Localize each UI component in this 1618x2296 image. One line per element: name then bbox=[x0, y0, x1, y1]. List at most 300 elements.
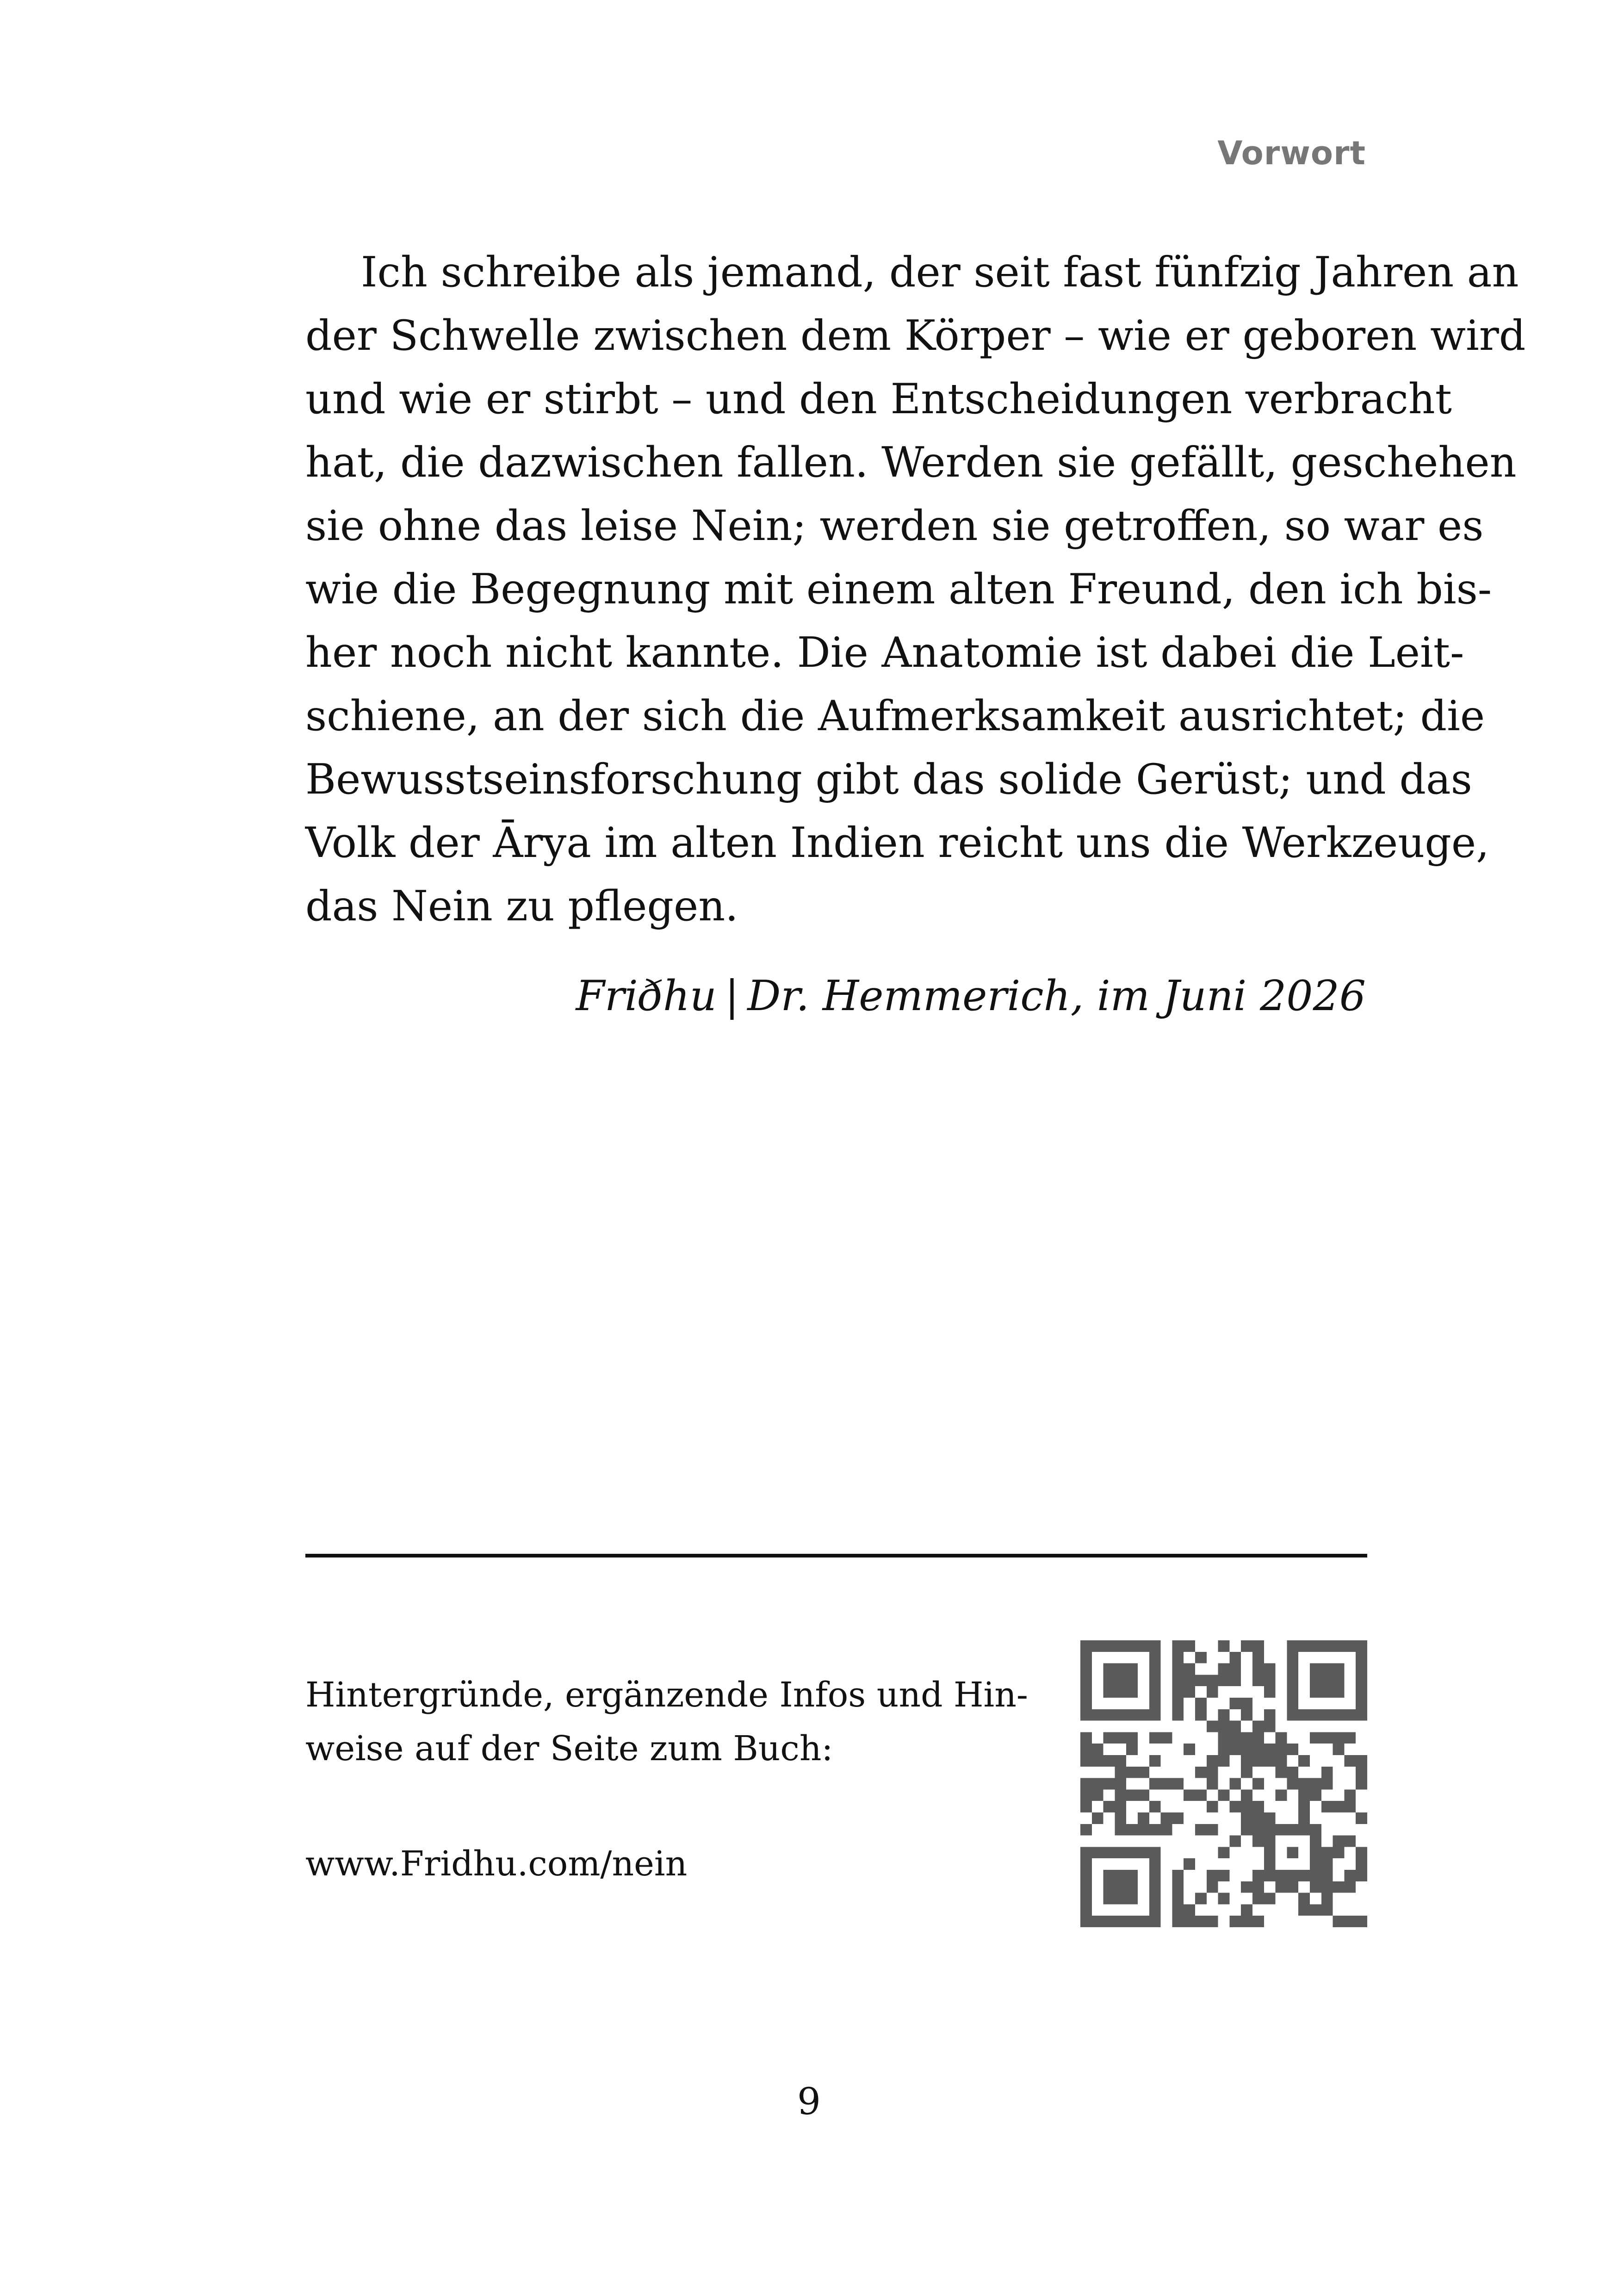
qr-module bbox=[1172, 1778, 1184, 1790]
qr-module bbox=[1149, 1824, 1161, 1836]
qr-module bbox=[1333, 1847, 1345, 1858]
qr-module bbox=[1138, 1847, 1149, 1858]
qr-module bbox=[1321, 1640, 1333, 1652]
qr-module bbox=[1184, 1904, 1195, 1916]
qr-module bbox=[1241, 1789, 1252, 1801]
qr-module bbox=[1344, 1789, 1356, 1801]
qr-module bbox=[1184, 1916, 1195, 1927]
qr-module bbox=[1195, 1709, 1207, 1721]
qr-module bbox=[1310, 1824, 1321, 1836]
qr-module bbox=[1080, 1904, 1092, 1916]
qr-module bbox=[1287, 1640, 1298, 1652]
qr-module bbox=[1115, 1767, 1126, 1778]
qr-module bbox=[1080, 1698, 1092, 1709]
qr-module bbox=[1276, 1732, 1287, 1744]
qr-module bbox=[1184, 1789, 1195, 1801]
qr-module bbox=[1115, 1916, 1126, 1927]
qr-module bbox=[1298, 1870, 1310, 1881]
qr-module bbox=[1080, 1663, 1092, 1675]
qr-module bbox=[1310, 1836, 1321, 1847]
qr-module bbox=[1252, 1801, 1264, 1812]
qr-module bbox=[1080, 1732, 1092, 1744]
qr-module bbox=[1264, 1709, 1276, 1721]
qr-module bbox=[1287, 1767, 1298, 1778]
qr-module bbox=[1241, 1812, 1252, 1824]
qr-module bbox=[1218, 1893, 1230, 1905]
qr-module bbox=[1080, 1744, 1092, 1755]
qr-module bbox=[1172, 1686, 1184, 1698]
qr-module bbox=[1218, 1640, 1230, 1652]
qr-module bbox=[1126, 1709, 1138, 1721]
qr-module bbox=[1252, 1663, 1264, 1675]
qr-module bbox=[1149, 1801, 1161, 1812]
qr-module bbox=[1276, 1870, 1287, 1881]
qr-module bbox=[1149, 1778, 1161, 1790]
qr-module bbox=[1298, 1904, 1310, 1916]
qr-module bbox=[1103, 1755, 1115, 1767]
qr-module bbox=[1241, 1744, 1252, 1755]
qr-module bbox=[1241, 1767, 1252, 1778]
qr-module bbox=[1218, 1789, 1230, 1801]
qr-module bbox=[1264, 1870, 1276, 1881]
qr-module bbox=[1264, 1858, 1276, 1870]
qr-module bbox=[1207, 1755, 1218, 1767]
qr-module bbox=[1207, 1824, 1218, 1836]
qr-module bbox=[1103, 1778, 1115, 1790]
paragraph-line: hat, die dazwischen fallen. Werden sie gefällt, geschehen bbox=[305, 438, 1517, 487]
qr-module bbox=[1080, 1778, 1092, 1790]
qr-module bbox=[1080, 1709, 1092, 1721]
qr-module bbox=[1321, 1893, 1333, 1905]
qr-module bbox=[1321, 1870, 1333, 1881]
qr-module bbox=[1252, 1721, 1264, 1732]
paragraph-line: das Nein zu pflegen. bbox=[305, 882, 738, 931]
qr-module bbox=[1115, 1663, 1126, 1675]
qr-module bbox=[1287, 1698, 1298, 1709]
qr-module bbox=[1264, 1847, 1276, 1858]
qr-module bbox=[1241, 1824, 1252, 1836]
qr-module bbox=[1207, 1801, 1218, 1812]
qr-module bbox=[1356, 1812, 1367, 1824]
qr-module bbox=[1229, 1744, 1241, 1755]
qr-module bbox=[1103, 1675, 1115, 1686]
qr-module bbox=[1321, 1709, 1333, 1721]
qr-module bbox=[1115, 1847, 1126, 1858]
qr-module bbox=[1241, 1698, 1252, 1709]
qr-module bbox=[1252, 1893, 1264, 1905]
qr-module bbox=[1092, 1778, 1103, 1790]
qr-module bbox=[1126, 1847, 1138, 1858]
qr-module bbox=[1172, 1881, 1184, 1893]
qr-module bbox=[1149, 1881, 1161, 1893]
qr-module bbox=[1264, 1893, 1276, 1905]
qr-module bbox=[1149, 1755, 1161, 1767]
qr-module bbox=[1356, 1870, 1367, 1881]
qr-module bbox=[1241, 1904, 1252, 1916]
qr-module bbox=[1092, 1640, 1103, 1652]
paragraph-line: Volk der Ārya im alten Indien reicht uns die Werkzeuge, bbox=[305, 819, 1489, 867]
qr-module bbox=[1161, 1732, 1172, 1744]
qr-module bbox=[1115, 1801, 1126, 1812]
horizontal-rule bbox=[305, 1554, 1367, 1558]
qr-module bbox=[1195, 1652, 1207, 1663]
qr-module bbox=[1126, 1789, 1138, 1801]
qr-module bbox=[1356, 1652, 1367, 1663]
qr-module bbox=[1080, 1916, 1092, 1927]
qr-module bbox=[1310, 1858, 1321, 1870]
qr-module bbox=[1138, 1824, 1149, 1836]
signature-separator: | bbox=[725, 972, 739, 1020]
qr-module bbox=[1080, 1893, 1092, 1905]
qr-module bbox=[1356, 1767, 1367, 1778]
qr-module bbox=[1298, 1709, 1310, 1721]
qr-module bbox=[1276, 1744, 1287, 1755]
qr-module bbox=[1252, 1652, 1264, 1663]
qr-module bbox=[1184, 1675, 1195, 1686]
qr-module bbox=[1298, 1801, 1310, 1812]
qr-module bbox=[1276, 1881, 1287, 1893]
qr-module bbox=[1218, 1870, 1230, 1881]
qr-module bbox=[1298, 1893, 1310, 1905]
qr-module bbox=[1115, 1778, 1126, 1790]
qr-module bbox=[1115, 1881, 1126, 1893]
qr-module bbox=[1333, 1640, 1345, 1652]
qr-module bbox=[1161, 1778, 1172, 1790]
qr-module bbox=[1321, 1663, 1333, 1675]
qr-module bbox=[1264, 1686, 1276, 1698]
qr-module bbox=[1287, 1824, 1298, 1836]
qr-module bbox=[1172, 1893, 1184, 1905]
qr-module bbox=[1298, 1755, 1310, 1767]
qr-module bbox=[1344, 1916, 1356, 1927]
qr-module bbox=[1149, 1893, 1161, 1905]
qr-module bbox=[1229, 1663, 1241, 1675]
qr-code-icon bbox=[1080, 1640, 1367, 1927]
qr-module bbox=[1218, 1709, 1230, 1721]
qr-module bbox=[1333, 1732, 1345, 1744]
qr-module bbox=[1333, 1744, 1345, 1755]
qr-module bbox=[1092, 1789, 1103, 1801]
qr-module bbox=[1252, 1755, 1264, 1767]
qr-module bbox=[1241, 1801, 1252, 1812]
book-info-text bbox=[305, 1668, 1027, 1775]
qr-module bbox=[1298, 1778, 1310, 1790]
qr-module bbox=[1310, 1881, 1321, 1893]
qr-module bbox=[1276, 1767, 1287, 1778]
qr-module bbox=[1184, 1686, 1195, 1698]
qr-module bbox=[1149, 1698, 1161, 1709]
qr-module bbox=[1252, 1870, 1264, 1881]
qr-module bbox=[1126, 1893, 1138, 1905]
qr-module bbox=[1276, 1789, 1287, 1801]
qr-module bbox=[1333, 1663, 1345, 1675]
qr-module bbox=[1287, 1847, 1298, 1858]
qr-module bbox=[1149, 1686, 1161, 1698]
qr-module bbox=[1103, 1686, 1115, 1698]
qr-module bbox=[1252, 1812, 1264, 1824]
qr-module bbox=[1252, 1744, 1264, 1755]
qr-module bbox=[1356, 1916, 1367, 1927]
qr-module bbox=[1356, 1698, 1367, 1709]
qr-module bbox=[1298, 1824, 1310, 1836]
qr-module bbox=[1080, 1870, 1092, 1881]
qr-module bbox=[1229, 1778, 1241, 1790]
qr-module bbox=[1252, 1732, 1264, 1744]
qr-module bbox=[1218, 1732, 1230, 1744]
qr-module bbox=[1252, 1640, 1264, 1652]
qr-module bbox=[1321, 1686, 1333, 1698]
qr-module bbox=[1184, 1744, 1195, 1755]
qr-module bbox=[1298, 1789, 1310, 1801]
qr-module bbox=[1080, 1881, 1092, 1893]
qr-module bbox=[1126, 1663, 1138, 1675]
qr-module bbox=[1241, 1881, 1252, 1893]
signature-author: Friðhu bbox=[576, 972, 717, 1020]
qr-module bbox=[1207, 1881, 1218, 1893]
qr-module bbox=[1138, 1640, 1149, 1652]
qr-module bbox=[1321, 1675, 1333, 1686]
qr-module bbox=[1184, 1858, 1195, 1870]
qr-module bbox=[1287, 1870, 1298, 1881]
qr-module bbox=[1333, 1686, 1345, 1698]
qr-module bbox=[1287, 1709, 1298, 1721]
qr-module bbox=[1241, 1732, 1252, 1744]
qr-module bbox=[1207, 1675, 1218, 1686]
qr-module bbox=[1310, 1640, 1321, 1652]
qr-module bbox=[1172, 1675, 1184, 1686]
qr-module bbox=[1115, 1870, 1126, 1881]
qr-module bbox=[1321, 1904, 1333, 1916]
qr-module bbox=[1276, 1824, 1287, 1836]
qr-module bbox=[1172, 1652, 1184, 1663]
qr-module bbox=[1310, 1675, 1321, 1686]
qr-module bbox=[1264, 1812, 1276, 1824]
qr-module bbox=[1287, 1744, 1298, 1755]
qr-module bbox=[1080, 1640, 1092, 1652]
qr-module bbox=[1333, 1881, 1345, 1893]
qr-module bbox=[1287, 1675, 1298, 1686]
qr-module bbox=[1333, 1675, 1345, 1686]
signature bbox=[576, 972, 1366, 1020]
qr-module bbox=[1195, 1789, 1207, 1801]
qr-module bbox=[1241, 1640, 1252, 1652]
paragraph-line: Ich schreibe als jemand, der seit fast fünfzig Jahren an bbox=[361, 248, 1519, 297]
qr-module bbox=[1356, 1686, 1367, 1698]
qr-module bbox=[1229, 1801, 1241, 1812]
qr-module bbox=[1356, 1709, 1367, 1721]
qr-module bbox=[1138, 1916, 1149, 1927]
info-line: Hintergründe, ergänzende Infos und Hin- bbox=[305, 1675, 1028, 1715]
qr-module bbox=[1126, 1744, 1138, 1755]
qr-module bbox=[1149, 1870, 1161, 1881]
qr-module bbox=[1195, 1675, 1207, 1686]
qr-module bbox=[1092, 1755, 1103, 1767]
qr-module bbox=[1321, 1881, 1333, 1893]
qr-module bbox=[1356, 1755, 1367, 1767]
qr-module bbox=[1344, 1640, 1356, 1652]
qr-code-graphic bbox=[1080, 1640, 1367, 1927]
qr-module bbox=[1333, 1916, 1345, 1927]
qr-module bbox=[1126, 1675, 1138, 1686]
qr-module bbox=[1149, 1709, 1161, 1721]
qr-module bbox=[1172, 1904, 1184, 1916]
qr-module bbox=[1149, 1652, 1161, 1663]
qr-module bbox=[1310, 1789, 1321, 1801]
qr-module bbox=[1092, 1847, 1103, 1858]
qr-module bbox=[1092, 1812, 1103, 1824]
qr-module bbox=[1149, 1847, 1161, 1858]
qr-module bbox=[1115, 1686, 1126, 1698]
qr-module bbox=[1115, 1755, 1126, 1767]
qr-module bbox=[1172, 1709, 1184, 1721]
qr-module bbox=[1138, 1789, 1149, 1801]
qr-module bbox=[1229, 1836, 1241, 1847]
qr-module bbox=[1252, 1836, 1264, 1847]
qr-module bbox=[1252, 1916, 1264, 1927]
qr-module bbox=[1241, 1755, 1252, 1767]
qr-module bbox=[1310, 1663, 1321, 1675]
qr-module bbox=[1184, 1663, 1195, 1675]
qr-module bbox=[1344, 1755, 1356, 1767]
qr-module bbox=[1287, 1881, 1298, 1893]
qr-module bbox=[1207, 1870, 1218, 1881]
qr-module bbox=[1126, 1916, 1138, 1927]
qr-module bbox=[1092, 1916, 1103, 1927]
qr-module bbox=[1321, 1847, 1333, 1858]
qr-module bbox=[1172, 1663, 1184, 1675]
qr-module bbox=[1264, 1755, 1276, 1767]
qr-module bbox=[1103, 1732, 1115, 1744]
qr-module bbox=[1149, 1663, 1161, 1675]
qr-module bbox=[1310, 1686, 1321, 1698]
qr-module bbox=[1126, 1881, 1138, 1893]
paragraph-line: der Schwelle zwischen dem Körper – wie er geboren wird bbox=[305, 311, 1526, 360]
qr-module bbox=[1344, 1870, 1356, 1881]
qr-module bbox=[1126, 1686, 1138, 1698]
qr-module bbox=[1080, 1801, 1092, 1812]
paragraph-line: wie die Begegnung mit einem alten Freund, den ich bis- bbox=[305, 565, 1492, 614]
qr-module bbox=[1356, 1847, 1367, 1858]
qr-module bbox=[1264, 1663, 1276, 1675]
qr-module bbox=[1103, 1709, 1115, 1721]
qr-module bbox=[1115, 1709, 1126, 1721]
qr-module bbox=[1298, 1640, 1310, 1652]
qr-module bbox=[1310, 1709, 1321, 1721]
qr-module bbox=[1161, 1824, 1172, 1836]
qr-module bbox=[1310, 1870, 1321, 1881]
qr-module bbox=[1103, 1847, 1115, 1858]
qr-module bbox=[1080, 1824, 1092, 1836]
qr-module bbox=[1126, 1732, 1138, 1744]
qr-module bbox=[1287, 1778, 1298, 1790]
qr-module bbox=[1149, 1904, 1161, 1916]
qr-module bbox=[1195, 1916, 1207, 1927]
qr-module bbox=[1218, 1721, 1230, 1732]
qr-module bbox=[1138, 1767, 1149, 1778]
qr-module bbox=[1115, 1640, 1126, 1652]
paragraph-line: her noch nicht kannte. Die Anatomie ist dabei die Leit- bbox=[305, 628, 1464, 677]
qr-module bbox=[1103, 1881, 1115, 1893]
qr-module bbox=[1207, 1686, 1218, 1698]
qr-module bbox=[1103, 1663, 1115, 1675]
qr-module bbox=[1207, 1721, 1218, 1732]
qr-module bbox=[1195, 1698, 1207, 1709]
qr-module bbox=[1195, 1824, 1207, 1836]
qr-module bbox=[1310, 1847, 1321, 1858]
qr-module bbox=[1344, 1732, 1356, 1744]
qr-module bbox=[1080, 1755, 1092, 1767]
qr-module bbox=[1252, 1675, 1264, 1686]
qr-module bbox=[1218, 1755, 1230, 1767]
qr-module bbox=[1298, 1812, 1310, 1824]
qr-module bbox=[1184, 1640, 1195, 1652]
qr-module bbox=[1356, 1675, 1367, 1686]
qr-module bbox=[1344, 1836, 1356, 1847]
qr-module bbox=[1172, 1812, 1184, 1824]
qr-module bbox=[1287, 1663, 1298, 1675]
qr-module bbox=[1172, 1870, 1184, 1881]
qr-module bbox=[1310, 1904, 1321, 1916]
paragraph-line: Bewusstseinsforschung gibt das solide Gerüst; und das bbox=[305, 755, 1472, 804]
qr-module bbox=[1276, 1755, 1287, 1767]
qr-module bbox=[1344, 1709, 1356, 1721]
qr-module bbox=[1229, 1721, 1241, 1732]
qr-module bbox=[1321, 1732, 1333, 1744]
qr-module bbox=[1149, 1675, 1161, 1686]
qr-module bbox=[1126, 1824, 1138, 1836]
qr-module bbox=[1207, 1916, 1218, 1927]
qr-module bbox=[1195, 1893, 1207, 1905]
qr-module bbox=[1229, 1652, 1241, 1663]
book-url[interactable]: www.Fridhu.com/nein bbox=[305, 1844, 688, 1884]
qr-module bbox=[1149, 1640, 1161, 1652]
qr-module bbox=[1103, 1801, 1115, 1812]
qr-module bbox=[1172, 1916, 1184, 1927]
paragraph-line: sie ohne das leise Nein; werden sie getroffen, so war es bbox=[305, 502, 1484, 550]
qr-module bbox=[1103, 1916, 1115, 1927]
qr-module bbox=[1138, 1812, 1149, 1824]
qr-module bbox=[1115, 1789, 1126, 1801]
qr-module bbox=[1321, 1801, 1333, 1812]
qr-module bbox=[1126, 1767, 1138, 1778]
qr-module bbox=[1229, 1916, 1241, 1927]
qr-module bbox=[1344, 1881, 1356, 1893]
qr-module bbox=[1092, 1744, 1103, 1755]
qr-module bbox=[1103, 1640, 1115, 1652]
qr-module bbox=[1252, 1778, 1264, 1790]
qr-module bbox=[1287, 1652, 1298, 1663]
info-line: weise auf der Seite zum Buch: bbox=[305, 1729, 833, 1769]
signature-date: Dr. Hemmerich, im Juni 2026 bbox=[747, 972, 1366, 1020]
qr-module bbox=[1080, 1858, 1092, 1870]
qr-module bbox=[1126, 1640, 1138, 1652]
page-number: 9 bbox=[797, 2080, 821, 2123]
qr-module bbox=[1321, 1767, 1333, 1778]
paragraph-line: und wie er stirbt – und den Entscheidungen verbracht bbox=[305, 375, 1452, 423]
qr-module bbox=[1115, 1732, 1126, 1744]
qr-module bbox=[1333, 1836, 1345, 1847]
qr-module bbox=[1287, 1686, 1298, 1698]
qr-module bbox=[1356, 1778, 1367, 1790]
qr-module bbox=[1321, 1778, 1333, 1790]
qr-module bbox=[1080, 1789, 1092, 1801]
qr-module bbox=[1161, 1812, 1172, 1824]
qr-module bbox=[1115, 1675, 1126, 1686]
qr-module bbox=[1149, 1732, 1161, 1744]
paragraph-line: schiene, an der sich die Aufmerksamkeit ausrichtet; die bbox=[305, 692, 1485, 740]
qr-module bbox=[1172, 1640, 1184, 1652]
qr-module bbox=[1149, 1916, 1161, 1927]
